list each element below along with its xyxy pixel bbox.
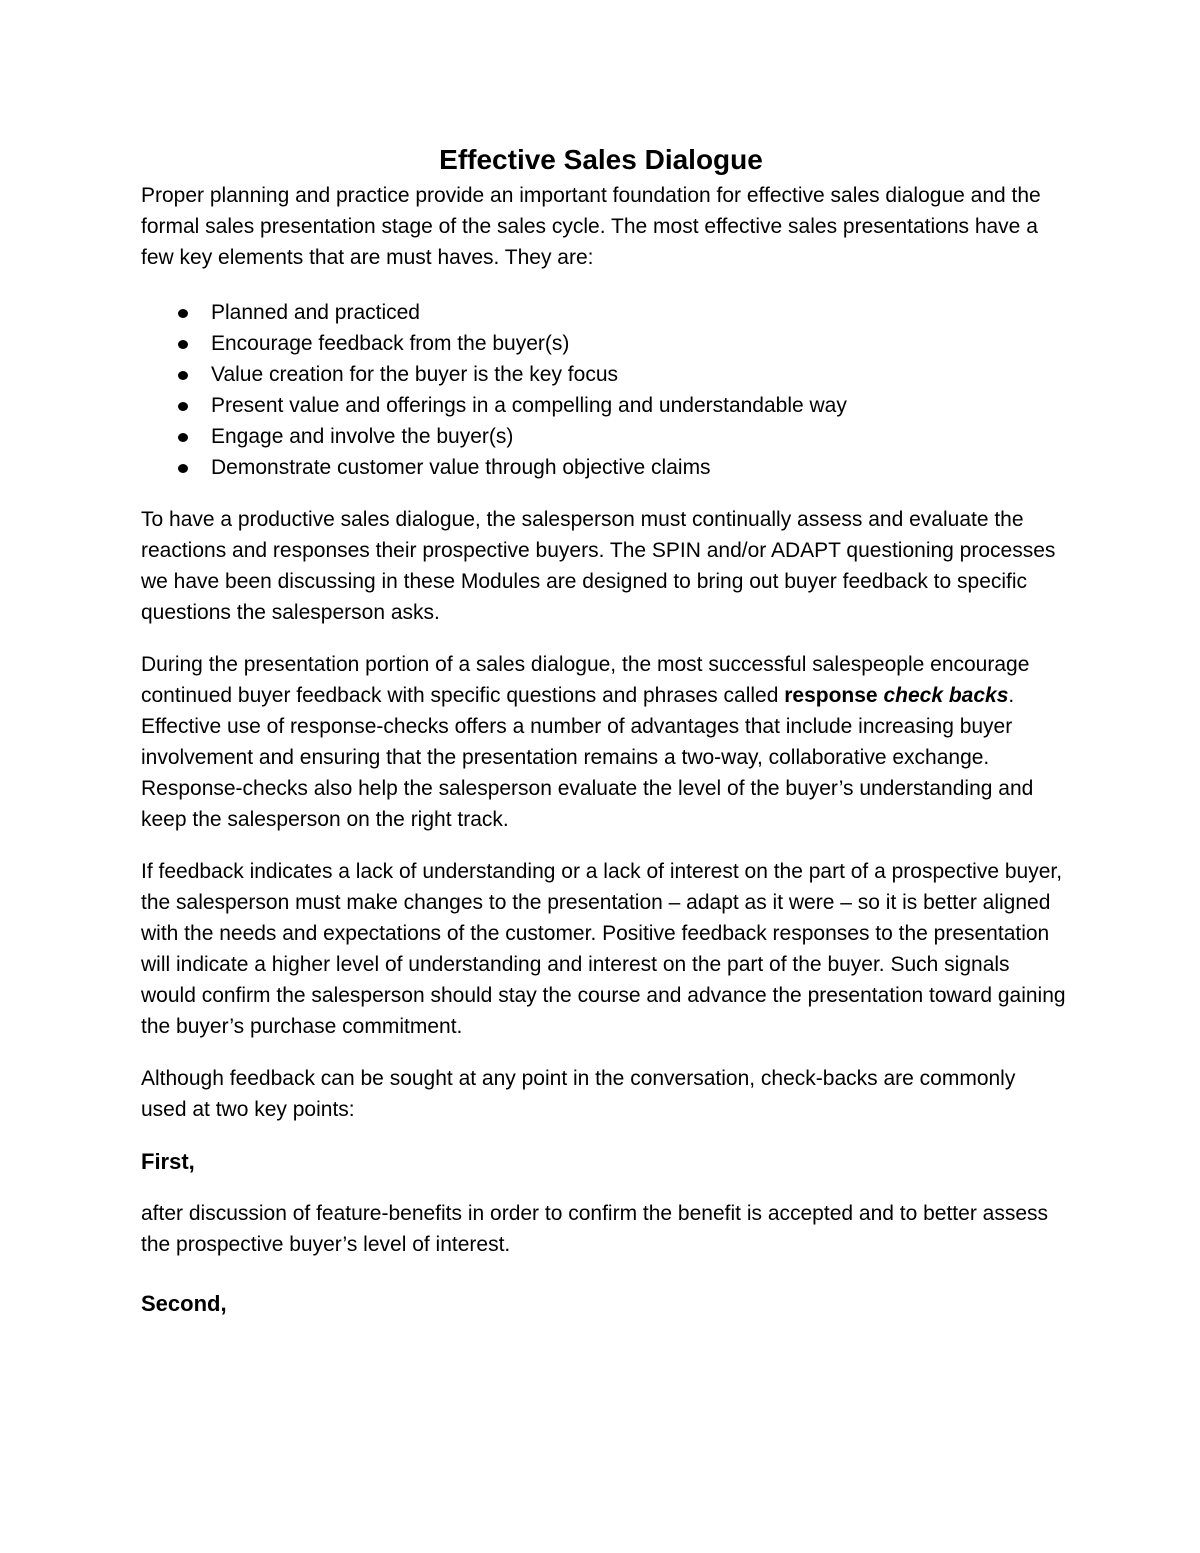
list-item (141, 359, 1066, 390)
response-check-backs-term (784, 684, 1008, 707)
intro-paragraph: Proper planning and practice provide an important foundation for effective sales dialogue and the formal sales presentation stage of the sales cycle. The most effective sales presentations have a few key elements that are must haves. They are: (141, 184, 1041, 269)
bullet-icon (178, 402, 188, 411)
list-item-text: Value creation for the buyer is the key focus (211, 363, 618, 386)
key-elements-list (141, 297, 1066, 483)
although-paragraph: Although feedback can be sought at any point in the conversation, check-backs are commonly used at two key points: (141, 1067, 1016, 1121)
list-item (141, 297, 1066, 328)
list-item-text: Planned and practiced (211, 301, 420, 324)
feedback-paragraph: If feedback indicates a lack of understanding or a lack of interest on the part of a prospective buyer, the salesperson must make changes to the presentation – adapt as it were – so it is better aligned with the needs and expectations of the customer. Positive feedback responses to the presentation will indicate a higher level of understanding and interest on the part of the buyer. Such signals would confirm the salesperson should stay the course and advance the presentation toward gaining the buyer’s purchase commitment. (141, 860, 1066, 1038)
presentation-text-before: During the presentation portion of a sales dialogue, the most successful salespeople encourage continued buyer feedback with specific questions and phrases called (141, 653, 1030, 707)
bullet-icon (178, 464, 188, 473)
list-item (141, 452, 1066, 483)
list-item-text: Present value and offerings in a compelling and understandable way (211, 394, 847, 417)
list-item (141, 328, 1066, 359)
productive-dialogue-paragraph: To have a productive sales dialogue, the salesperson must continually assess and evaluate the reactions and responses their prospective buyers. The SPIN and/or ADAPT questioning processes we have been discussing in these Modules are designed to bring out buyer feedback to specific questions the salesperson asks. (141, 508, 1056, 624)
bullet-icon (178, 309, 188, 318)
bullet-icon (178, 371, 188, 380)
document-page (141, 140, 1066, 1340)
presentation-paragraph (141, 649, 1066, 835)
term-italic: check backs (883, 684, 1009, 707)
bullet-icon (178, 340, 188, 349)
bullet-icon (178, 433, 188, 442)
presentation-text-after: . Effective use of response-checks offers a number of advantages that include increasing buyer involvement and ensuring that the presentation remains a two-way, collaborative exchange. Response-checks also help the salesperson evaluate the level of the buyer’s understanding and keep the salesperson on the right track. (141, 684, 1034, 831)
list-item (141, 421, 1066, 452)
list-item-text: Encourage feedback from the buyer(s) (211, 332, 570, 355)
second-heading: Second, (141, 1291, 227, 1316)
list-item (141, 390, 1066, 421)
list-item-text: Engage and involve the buyer(s) (211, 425, 514, 448)
first-paragraph: after discussion of feature-benefits in order to confirm the benefit is accepted and to better assess the prospective buyer’s level of interest. (141, 1202, 1048, 1256)
term-plain: response (784, 684, 884, 707)
page-title: Effective Sales Dialogue (439, 144, 763, 175)
first-heading: First, (141, 1149, 195, 1174)
list-item-text: Demonstrate customer value through objective claims (211, 456, 711, 479)
